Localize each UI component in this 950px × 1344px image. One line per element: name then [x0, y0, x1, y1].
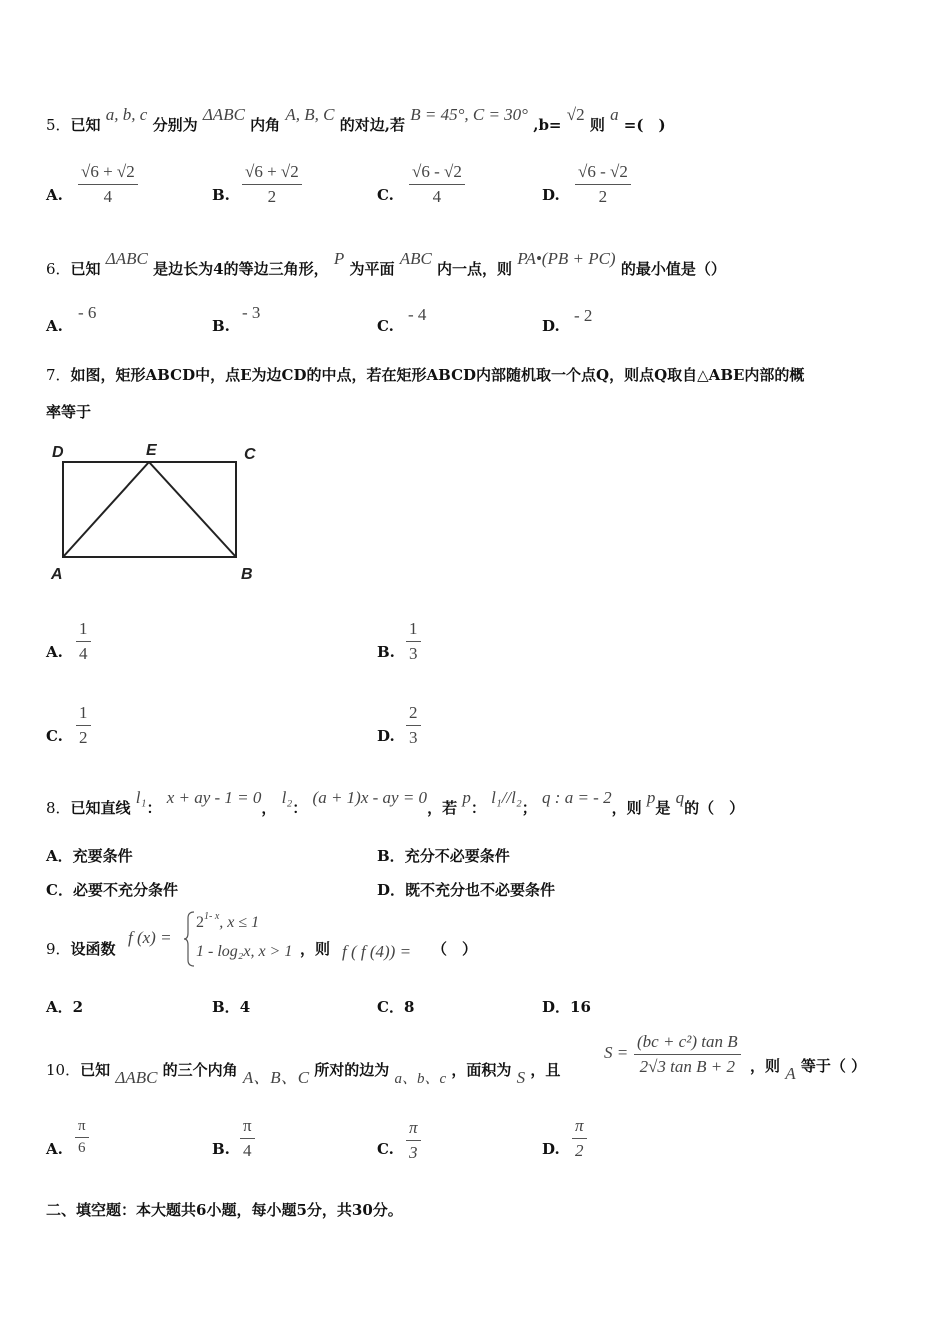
option-b-fraction: $\frac{\pi}{4}$ — [240, 1116, 255, 1161]
option-c-fraction: $\frac{\pi}{3}$ — [406, 1118, 421, 1163]
option-c-fraction: $\frac{√6 - √2}{4}$ — [409, 162, 465, 207]
option-c-fraction: $\frac{1}{2}$ — [76, 703, 91, 748]
segment-be — [149, 462, 236, 557]
question-7-line1: 7．如图，矩形ABCD中，点E为边CD的中点，若在矩形ABCD内部随机取一个点Q，则点Q取自△ABE内部的概 — [46, 366, 805, 384]
area-symbol: S = — [604, 1043, 629, 1062]
case-1: 2$^{1- x}$, x ≤ 1 — [196, 911, 260, 931]
q9-paren: （ ） — [432, 940, 478, 958]
option-d-fraction: $\frac{\pi}{2}$ — [572, 1116, 587, 1161]
option-b-label[interactable]: B. — [377, 643, 395, 661]
option-a-label[interactable]: A. — [46, 186, 63, 204]
question-number: 7． — [46, 366, 71, 384]
option-c[interactable]: C．必要不充分条件 — [46, 881, 178, 899]
question-9-lead: 9．设函数 — [46, 940, 116, 958]
option-d-label[interactable]: D. — [377, 727, 395, 745]
case-2: 1 - log₂x, x > 1 — [196, 943, 293, 960]
option-a[interactable]: A．2 — [46, 998, 84, 1016]
section-heading: 二、填空题：本大题共6小题，每小题5分，共30分。 — [46, 1201, 403, 1219]
option-a-fraction: $\frac{\pi}{6}$ — [75, 1118, 89, 1157]
label-d: D — [52, 444, 64, 461]
option-c-label[interactable]: C. — [377, 186, 394, 204]
question-7-line2: 率等于 — [46, 403, 92, 421]
option-d-label[interactable]: D. — [542, 317, 560, 335]
option-b[interactable]: B．4 — [212, 998, 251, 1016]
option-b-label[interactable]: B. — [212, 1140, 230, 1158]
rectangle-abcd — [63, 462, 236, 557]
option-a-fraction: $\frac{1}{4}$ — [76, 619, 91, 664]
option-c-label[interactable]: C. — [377, 1140, 394, 1158]
option-b[interactable]: B．充分不必要条件 — [377, 847, 510, 865]
segment-ae — [63, 462, 149, 557]
option-a-label[interactable]: A. — [46, 1140, 63, 1158]
option-d[interactable]: D．既不充分也不必要条件 — [377, 881, 556, 899]
area-fraction: $\frac{\text{(bc + c²) tan B}}{\text{2√3 tan B + 2}}$ — [634, 1032, 741, 1077]
option-b-value: - 3 — [242, 303, 261, 322]
question-number: 10． — [46, 1061, 81, 1079]
composition-expression: f ( f (4)) = — [342, 942, 412, 961]
option-b-label[interactable]: B. — [212, 317, 230, 335]
piecewise-brace — [184, 910, 196, 968]
option-a-label[interactable]: A. — [46, 643, 63, 661]
label-b: B — [241, 566, 253, 583]
option-c-value: - 4 — [408, 305, 427, 324]
option-c-label[interactable]: C. — [377, 317, 394, 335]
option-b-fraction: $\frac{1}{3}$ — [406, 619, 421, 664]
option-a-fraction: $\frac{√6 + √2}{4}$ — [78, 162, 138, 207]
option-d-label[interactable]: D. — [542, 186, 560, 204]
option-d[interactable]: D．16 — [542, 998, 591, 1016]
question-number: 8． — [46, 799, 71, 817]
option-d-fraction: $\frac{2}{3}$ — [406, 703, 421, 748]
option-d-fraction: $\frac{√6 - √2}{2}$ — [575, 162, 631, 207]
label-a: A — [51, 566, 63, 583]
option-b-fraction: $\frac{√6 + √2}{2}$ — [242, 162, 302, 207]
q9-then: ，则 — [300, 940, 331, 958]
option-a[interactable]: A．充要条件 — [46, 847, 133, 865]
question-5: 5．已知 a, b, c 分别为 ΔABC 内角 A, B, C 的对边,若 B = 45°, C = 30° ,b= √2 则 a =( ) — [46, 105, 666, 134]
question-10-tail: ，则 A 等于（ ） — [750, 1057, 867, 1083]
rectangle-figure — [45, 437, 275, 587]
option-c-label[interactable]: C. — [46, 727, 63, 745]
question-8: 8．已知直线 l₁： x + ay - 1 = 0， l₂： (a + 1)x - ay = 0，若 p： l₁//l₂； q : a = - 2，则 p是 q的（ ） — [46, 788, 745, 817]
label-e: E — [146, 442, 157, 459]
option-d-label[interactable]: D. — [542, 1140, 560, 1158]
option-a-label[interactable]: A. — [46, 317, 63, 335]
function-name: f (x) = — [128, 928, 172, 947]
question-10: 10．已知 ΔABC 的三个内角 A、B、C 所对的边为 a、b、c ，面积为 S ，且 — [46, 1061, 561, 1087]
option-a-value: - 6 — [78, 303, 97, 322]
option-b-label[interactable]: B. — [212, 186, 230, 204]
option-c[interactable]: C．8 — [377, 998, 415, 1016]
question-number: 5． — [46, 116, 71, 134]
question-number: 9． — [46, 940, 71, 958]
label-c: C — [244, 446, 256, 463]
option-d-value: - 2 — [574, 306, 593, 325]
question-number: 6． — [46, 260, 71, 278]
question-6: 6．已知 ΔABC 是边长为4的等边三角形， P 为平面 ABC 内一点，则 PA•(PB + PC) 的最小值是（） — [46, 249, 726, 278]
